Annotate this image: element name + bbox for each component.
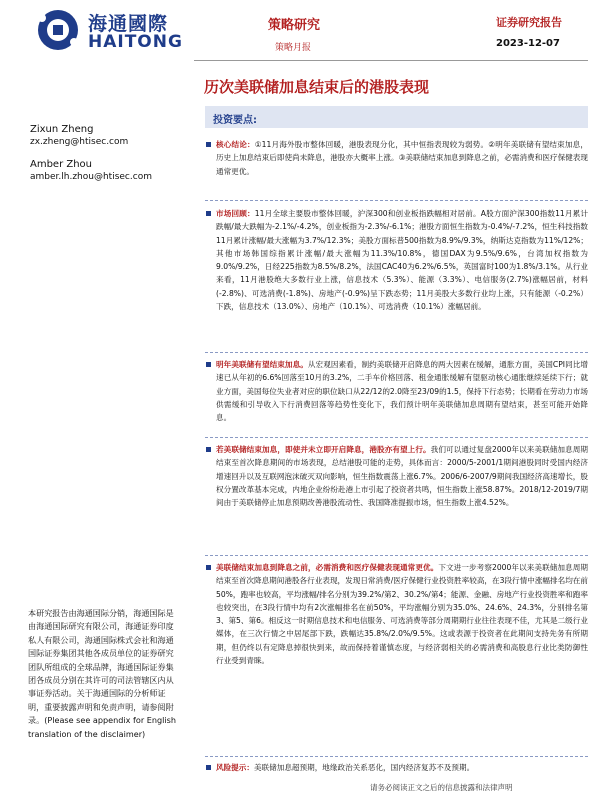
section-lead: 美联储结束加息到降息之前，必需消费和医疗保健表现通常更优。	[216, 563, 439, 572]
bullet-icon	[206, 447, 211, 452]
bullet-icon	[206, 142, 211, 147]
page-title: 历次美联储加息结束后的港股表现	[204, 78, 430, 96]
section-divider	[205, 437, 588, 438]
author-name: Zixun Zheng	[30, 124, 94, 135]
section-lead: 核心结论：	[216, 140, 255, 149]
bullet-icon	[206, 765, 211, 770]
report-category: 策略研究	[268, 18, 321, 33]
section-text: 我们可以通过复盘2000年以来美联储加息周期结束至首次降息期间的市场表现，总结港股可能的走势，具体而言：2000/5-2001/1期间港股同时受国内经济增速回升以及互联网泡沫破灭双向影响，恒生指数震荡上涨6.7%。2006/6-2007/9期间我国经济高速增长，股权分置改革基本完成，内地企业纷纷赴港上市引起了投资者共鸣，恒生指数上涨58.87%。2018/12-2019/7期间由于美联储停止加息预期改善港股流动性、我国降准提振市场，恒生指数上涨4.52%。	[216, 445, 588, 508]
section-text: 下文进一步考察2000年以来美联储加息周期结束至首次降息期间港股各行业表现，发现日常消费/医疗保健行业投资胜率较高，在3段行情中涨幅排名均在前50%，跑率也较高，平均涨幅/排名分别为39.2%/第2、30.2%/第4；能源、金融、房地产行业投资胜率和跑率也较突出，在3段行情中均有2次涨幅排名在前50%，平均涨幅分别为35.0%、24.6%、24.3%，分别排名第3、第5、第6。相反这一时期信息技术和电信服务、可选消费等部分周期期行业往往表现不佳，尤其是二级行业媒体，在三次行情之中居尾部下跌，跌幅达35.8%/2.0%/9.5%。这或表源于投资者在此期间支持先务有所期期，但仍终以有定降息掉很快到来，故而保持着谨慎态度，与经济弱相关的必需消费和高股息行业比类防御性行业受到青睐。	[216, 563, 589, 666]
bullet-icon	[206, 211, 211, 216]
section-text: 美联储加息超预期，地缘政治关系恶化，国内经济复苏不及预期。	[253, 763, 475, 772]
logo-english-text: HAITONG	[88, 32, 183, 52]
footer-note: 请务必阅读正文之后的信息披露和法律声明	[370, 783, 513, 792]
section-text: 11月全球主要股市整体回暖，沪深300和创业板指跌幅相对居前。A股方面沪深300指数11月累计跌幅/最大跌幅为-2.1%/-4.2%，创业板指为-2.3%/-6.1%；港股方面恒生指数为-0.4%/-7.2%，恒生科技指数11月累计涨幅/最大涨幅为3.7%/12.3%；美股方面标普500指数为8.9%/9.3%，纳斯达克指数为11%/12%；其他市场韩国综指累计涨幅/最大涨幅为11.3%/10.8%，德国DAX为9.5%/9.6%，台湾加权指数为9.0%/9.2%，日经225指数为8.5%/8.2%，法国CAC40为6.2%/6.5%，英国富时100为1.8%/3.1%。从行业来看，11月港股绝大多数行业上涨，信息技术（5.3%）、能源（3.3%）、电信服务(2.7%)涨幅居前，材料(-2.8%)、可选消费(-1.8%)、房地产(-0.9%)呈下跌态势；11月美股大多数行业均上涨，只有能源（-0.2%）下跌，信息技术（13.0%）、房地产（10.1%）、可选消费（10.1%）涨幅居前。	[216, 209, 588, 312]
report-date: 2023-12-07	[496, 38, 560, 49]
section-divider	[205, 555, 588, 556]
bullet-icon	[206, 565, 211, 570]
key-point-section	[205, 761, 588, 774]
section-lead: 风险提示：	[216, 763, 254, 772]
key-point-section	[205, 207, 588, 313]
section-divider	[205, 756, 588, 757]
section-lead: 市场回顾：	[216, 209, 255, 218]
section-divider	[205, 352, 588, 353]
key-point-section	[205, 358, 588, 424]
section-lead: 若美联储结束加息，即使并未立即开启降息，港股亦有望上行。	[216, 445, 431, 454]
section-divider	[205, 200, 588, 201]
bullet-icon	[206, 362, 211, 367]
report-subcategory: 策略月报	[275, 43, 312, 53]
key-point-section	[205, 561, 588, 667]
section-lead: 明年美联储有望结束加息。	[216, 360, 308, 369]
document-type: 证券研究报告	[496, 16, 562, 29]
haitong-emblem-icon	[36, 8, 82, 52]
author-name: Amber Zhou	[30, 159, 93, 170]
author-email[interactable]: amber.lh.zhou@htisec.com	[30, 172, 152, 182]
logo-chinese-text: 海通國際	[88, 13, 169, 35]
key-points-header	[205, 106, 588, 128]
section-text: 从宏观因素看，制约美联储开启降息的两大因素在缓解，通胀方面，美国CPI同比增速已从年初的6.6%回落至10月的3.2%，二手车价格回落、租金通胀缓解有望驱动核心通胀继续延续下行；就业方面，美国每位失业者对应的职位缺口从22/12的2.0降至23/09的1.5，保持下行态势；长期看在劳动力市场供需缓和引导收入下行消费回落等趋势性变化下，我们预计明年美联储加息周期有望结束，甚至可能开始降息。	[216, 360, 588, 423]
key-points-label: 投资要点:	[213, 115, 257, 126]
section-text: ①11月海外股市整体回暖，港股表现分化，其中恒指表现较为弱势。②明年美联储有望结束加息，历史上加息结束后即使尚未降息，港股亦大概率上涨。③美联储结束加息到降息之前，必需消费和医疗保健表现通常更优。	[216, 140, 588, 176]
author-email[interactable]: zx.zheng@htisec.com	[30, 137, 129, 147]
header-rule	[194, 60, 588, 61]
disclaimer-text: 本研究报告由海通国际分销，海通国际是由海通国际研究有限公司，海通证券印度私人有限公司，海通国际株式会社和海通国际证券集团其他各成员单位的证券研究团队所组成的全球品牌，海通国际证券集团各成员分别在其许可的司法管辖区内从事证券活动。关于海通国际的分析师证明，重要披露声明和免责声明，请参阅附录。(Please see appendix for English translation of the disclaimer)	[28, 608, 176, 739]
haitong-logo	[36, 8, 196, 52]
key-point-section	[205, 138, 588, 178]
key-point-section	[205, 443, 588, 509]
